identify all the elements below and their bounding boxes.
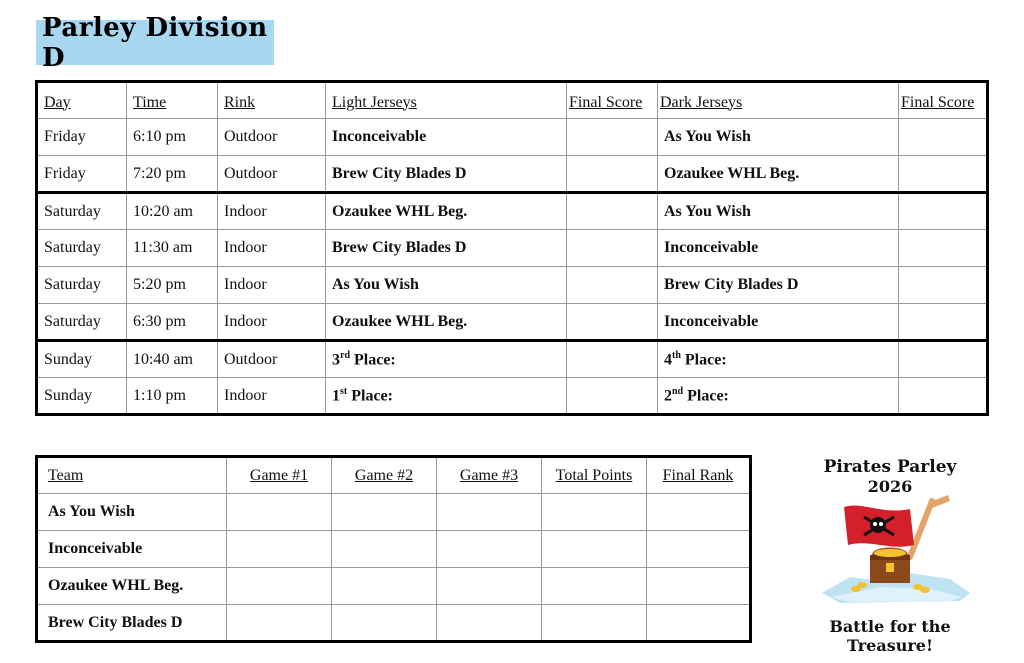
day-cell: Friday	[37, 119, 127, 156]
light-score-cell	[567, 267, 658, 304]
header-final-rank: Final Rank	[647, 457, 751, 494]
schedule-table	[35, 80, 989, 416]
place-number: 2	[664, 387, 672, 405]
rink-cell: Indoor	[218, 378, 326, 415]
game-1-cell	[227, 531, 332, 568]
time-cell: 11:30 am	[127, 230, 218, 267]
team-name-cell: Ozaukee WHL Beg.	[37, 568, 227, 605]
place-suffix: rd	[340, 349, 350, 361]
light-score-cell	[567, 156, 658, 193]
light-score-cell	[567, 378, 658, 415]
table-row	[37, 568, 751, 605]
place-number: 4	[664, 351, 672, 369]
header-day: Day	[37, 82, 127, 119]
rink-cell: Outdoor	[218, 119, 326, 156]
place-label: Place:	[347, 387, 393, 405]
dark-score-cell	[899, 267, 988, 304]
header-rink: Rink	[218, 82, 326, 119]
dark-score-cell	[899, 304, 988, 341]
final-rank-cell	[647, 568, 751, 605]
dark-score-cell	[899, 193, 988, 230]
place-label: Place:	[680, 351, 727, 369]
day-cell: Saturday	[37, 304, 127, 341]
table-row	[37, 341, 988, 378]
header-team: Team	[37, 457, 227, 494]
game-3-cell	[437, 605, 542, 642]
table-row	[37, 605, 751, 642]
time-cell: 7:20 pm	[127, 156, 218, 193]
place-suffix: nd	[672, 385, 684, 397]
game-3-cell	[437, 568, 542, 605]
header-game-3: Game #3	[437, 457, 542, 494]
light-team-cell: Inconceivable	[326, 119, 567, 156]
standings-table	[35, 455, 752, 643]
place-number: 3	[332, 351, 340, 369]
final-rank-cell	[647, 531, 751, 568]
header-game-2: Game #2	[332, 457, 437, 494]
table-row	[37, 193, 988, 230]
light-score-cell	[567, 193, 658, 230]
light-score-cell	[567, 341, 658, 378]
header-dark-jerseys: Dark Jerseys	[658, 82, 899, 119]
light-score-cell	[567, 119, 658, 156]
time-cell: 10:40 am	[127, 341, 218, 378]
place-suffix: st	[340, 385, 348, 397]
header-light-jerseys: Light Jerseys	[326, 82, 567, 119]
pirates-parley-logo	[790, 455, 990, 655]
total-points-cell	[542, 605, 647, 642]
time-cell: 6:30 pm	[127, 304, 218, 341]
dark-score-cell	[899, 119, 988, 156]
team-name-cell: Inconceivable	[37, 531, 227, 568]
dark-score-cell	[899, 156, 988, 193]
day-cell: Friday	[37, 156, 127, 193]
dark-team-cell: Inconceivable	[658, 230, 899, 267]
table-row	[37, 378, 988, 415]
dark-team-cell: Inconceivable	[658, 304, 899, 341]
light-team-cell: Ozaukee WHL Beg.	[326, 193, 567, 230]
rink-cell: Indoor	[218, 230, 326, 267]
header-light-final-score: Final Score	[567, 82, 658, 119]
table-row	[37, 267, 988, 304]
day-cell: Sunday	[37, 341, 127, 378]
dark-team-cell	[658, 378, 899, 415]
page-title-banner	[36, 12, 274, 73]
light-team-cell: As You Wish	[326, 267, 567, 304]
day-cell: Saturday	[37, 193, 127, 230]
rink-cell: Outdoor	[218, 156, 326, 193]
place-suffix: th	[672, 349, 681, 361]
light-score-cell	[567, 304, 658, 341]
place-number: 1	[332, 387, 340, 405]
game-3-cell	[437, 494, 542, 531]
day-cell: Sunday	[37, 378, 127, 415]
game-2-cell	[332, 568, 437, 605]
dark-score-cell	[899, 378, 988, 415]
logo-title: Pirates Parley	[823, 457, 957, 477]
rink-cell: Indoor	[218, 193, 326, 230]
final-rank-cell	[647, 605, 751, 642]
page-title: Parley Division D	[42, 12, 268, 73]
game-2-cell	[332, 605, 437, 642]
dark-team-cell: As You Wish	[658, 193, 899, 230]
dark-team-cell: Ozaukee WHL Beg.	[658, 156, 899, 193]
total-points-cell	[542, 568, 647, 605]
game-2-cell	[332, 494, 437, 531]
header-time: Time	[127, 82, 218, 119]
dark-team-cell: Brew City Blades D	[658, 267, 899, 304]
rink-cell: Indoor	[218, 267, 326, 304]
dark-score-cell	[899, 230, 988, 267]
table-row	[37, 531, 751, 568]
light-team-cell: Brew City Blades D	[326, 156, 567, 193]
game-2-cell	[332, 531, 437, 568]
day-cell: Saturday	[37, 230, 127, 267]
game-1-cell	[227, 605, 332, 642]
light-team-cell	[326, 378, 567, 415]
final-rank-cell	[647, 494, 751, 531]
dark-score-cell	[899, 341, 988, 378]
time-cell: 10:20 am	[127, 193, 218, 230]
schedule-header-row	[37, 82, 988, 119]
light-score-cell	[567, 230, 658, 267]
light-team-cell: Brew City Blades D	[326, 230, 567, 267]
rink-cell: Outdoor	[218, 341, 326, 378]
table-row	[37, 494, 751, 531]
time-cell: 1:10 pm	[127, 378, 218, 415]
standings-header-row	[37, 457, 751, 494]
time-cell: 6:10 pm	[127, 119, 218, 156]
logo-year: 2026	[867, 477, 913, 496]
time-cell: 5:20 pm	[127, 267, 218, 304]
game-1-cell	[227, 494, 332, 531]
table-row	[37, 156, 988, 193]
header-dark-final-score: Final Score	[899, 82, 988, 119]
table-row	[37, 304, 988, 341]
game-3-cell	[437, 531, 542, 568]
rink-cell: Indoor	[218, 304, 326, 341]
light-team-cell	[326, 341, 567, 378]
dark-team-cell	[658, 341, 899, 378]
total-points-cell	[542, 531, 647, 568]
total-points-cell	[542, 494, 647, 531]
table-row	[37, 119, 988, 156]
light-team-cell: Ozaukee WHL Beg.	[326, 304, 567, 341]
day-cell: Saturday	[37, 267, 127, 304]
game-1-cell	[227, 568, 332, 605]
table-row	[37, 230, 988, 267]
pirate-flag-treasure-chest-icon	[810, 493, 980, 615]
header-total-points: Total Points	[542, 457, 647, 494]
dark-team-cell: As You Wish	[658, 119, 899, 156]
place-label: Place:	[683, 387, 729, 405]
logo-tagline: Battle for the Treasure!	[829, 617, 951, 655]
team-name-cell: As You Wish	[37, 494, 227, 531]
place-label: Place:	[350, 351, 396, 369]
team-name-cell: Brew City Blades D	[37, 605, 227, 642]
header-game-1: Game #1	[227, 457, 332, 494]
